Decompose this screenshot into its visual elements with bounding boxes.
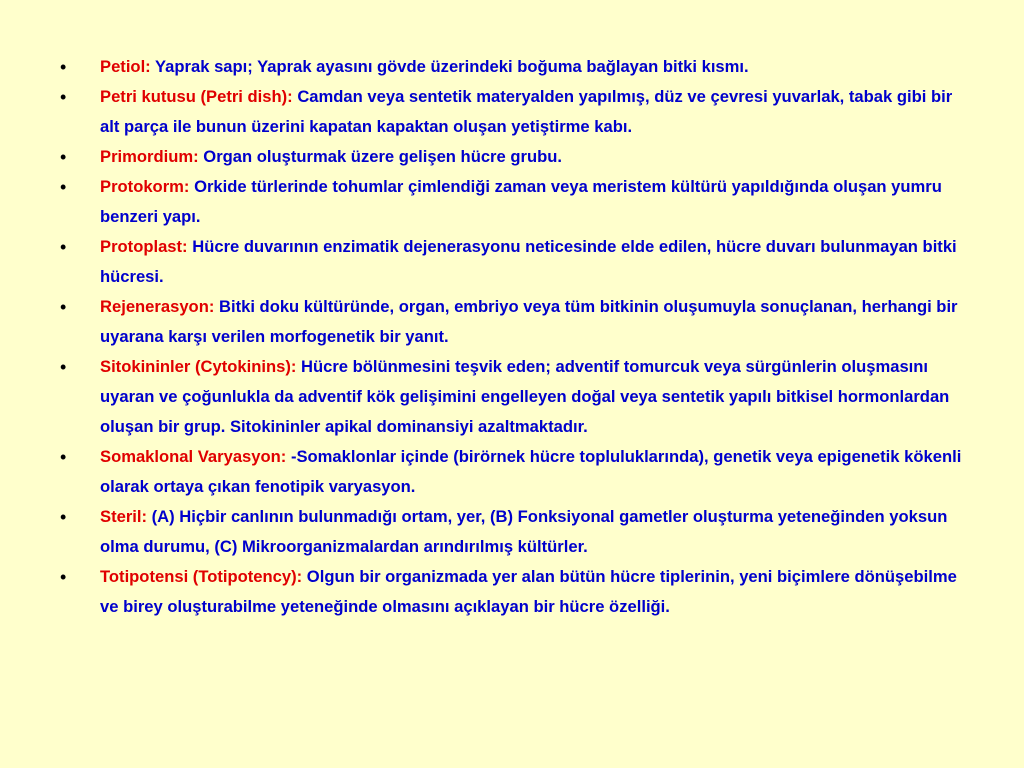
bullet-icon: • [60,57,67,77]
definition-text: Hücre bölünmesini teşvik eden; adventif tomurcuk veya sürgünlerin oluşmasını uyaran ve çoğunlukla da adventif kök gelişimini engelleyen doğal veya sentetik yapılı bitkisel hormonlardan oluşan bir grup. Sitokininler apikal dominansiyi azaltmaktadır. [100,357,950,436]
term-label: Petiol: [100,57,151,76]
bullet-icon: • [60,357,67,377]
term-label: Rejenerasyon: [100,297,215,316]
glossary-entry [0,442,1024,502]
bullet-icon: • [60,237,67,257]
glossary-entry [0,172,1024,232]
bullet-icon: • [60,147,67,167]
glossary-entry [0,502,1024,562]
term-label: Totipotensi (Totipotency): [100,567,303,586]
term-label: Primordium: [100,147,199,166]
definition-text: -Somaklonlar içinde (birörnek hücre topluluklarında), genetik veya epigenetik kökenli olarak ortaya çıkan fenotipik varyasyon. [100,447,962,496]
bullet-icon: • [60,297,67,317]
glossary-list [0,52,1024,622]
bullet-icon: • [60,447,67,467]
glossary-entry [0,52,1024,82]
definition-text: Olgun bir organizmada yer alan bütün hücre tiplerinin, yeni biçimlere dönüşebilme ve birey oluşturabilme yeteneğinde olmasını açıklayan bir hücre özelliği. [100,567,957,616]
bullet-icon: • [60,177,67,197]
glossary-entry [0,352,1024,442]
definition-text: Orkide türlerinde tohumlar çimlendiği zaman veya meristem kültürü yapıldığında oluşan yumru benzeri yapı. [100,177,942,226]
definition-text: Yaprak sapı; Yaprak ayasını gövde üzerindeki boğuma bağlayan bitki kısmı. [155,57,749,76]
term-label: Steril: [100,507,148,526]
glossary-entry [0,232,1024,292]
definition-text: Bitki doku kültüründe, organ, embriyo veya tüm bitkinin oluşumuyla sonuçlanan, herhangi bir uyarana karşı verilen morfogenetik bir yanıt. [100,297,958,346]
glossary-entry [0,82,1024,142]
bullet-icon: • [60,507,67,527]
bullet-icon: • [60,567,67,587]
definition-text: (A) Hiçbir canlının bulunmadığı ortam, yer, (B) Fonksiyonal gametler oluşturma yeteneğinden yoksun olma durumu, (C) Mikroorganizmalardan arındırılmış kültürler. [100,507,948,556]
glossary-entry [0,292,1024,352]
definition-text: Organ oluşturmak üzere gelişen hücre grubu. [203,147,562,166]
term-label: Protokorm: [100,177,190,196]
definition-text: Hücre duvarının enzimatik dejenerasyonu neticesinde elde edilen, hücre duvarı bulunmayan bitki hücresi. [100,237,957,286]
definition-text: Camdan veya sentetik materyalden yapılmış, düz ve çevresi yuvarlak, tabak gibi bir alt parça ile bunun üzerini kapatan kapaktan oluşan yetiştirme kabı. [100,87,953,136]
glossary-entry [0,562,1024,622]
bullet-icon: • [60,87,67,107]
term-label: Somaklonal Varyasyon: [100,447,287,466]
glossary-entry [0,142,1024,172]
term-label: Protoplast: [100,237,188,256]
term-label: Petri kutusu (Petri dish): [100,87,293,106]
term-label: Sitokininler (Cytokinins): [100,357,297,376]
